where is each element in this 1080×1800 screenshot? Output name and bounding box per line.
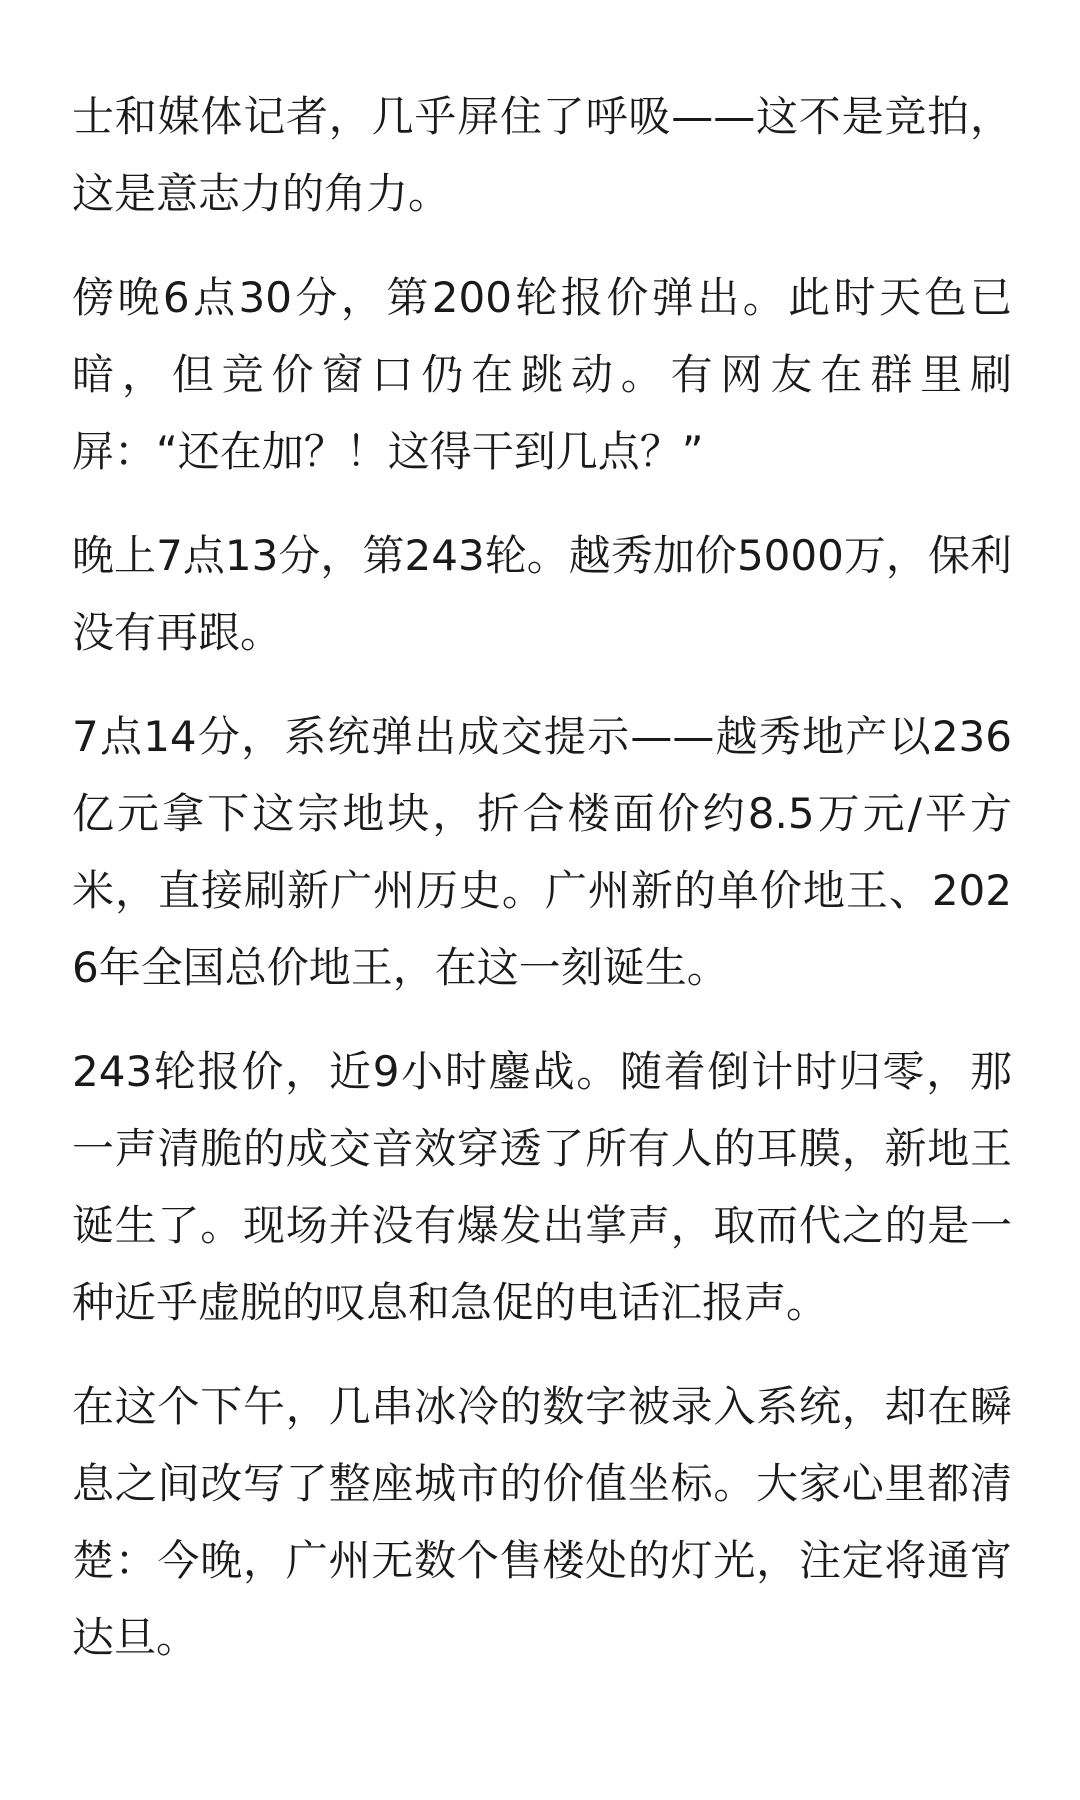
paragraph-4: 7点14分，系统弹出成交提示——越秀地产以236亿元拿下这宗地块，折合楼面价约8.5万元/平方米，直接刷新广州历史。广州新的单价地王、2026年全国总价地王，在这一刻诞生。	[72, 712, 1012, 992]
article-body	[72, 78, 1012, 1676]
paragraph-6: 在这个下午，几串冰冷的数字被录入系统，却在瞬息之间改写了整座城市的价值坐标。大家心里都清楚：今晚，广州无数个售楼处的灯光，注定将通宵达旦。	[72, 1382, 1012, 1662]
paragraph-5: 243轮报价，近9小时鏖战。随着倒计时归零，那一声清脆的成交音效穿透了所有人的耳膜，新地王诞生了。现场并没有爆发出掌声，取而代之的是一种近乎虚脱的叹息和急促的电话汇报声。	[72, 1047, 1012, 1327]
paragraph-3: 晚上7点13分，第243轮。越秀加价5000万，保利没有再跟。	[72, 531, 1012, 657]
paragraph-1: 士和媒体记者，几乎屏住了呼吸——这不是竞拍，这是意志力的角力。	[72, 92, 1012, 218]
paragraph-2: 傍晚6点30分，第200轮报价弹出。此时天色已暗，但竞价窗口仍在跳动。有网友在群里刷屏：“还在加？！这得干到几点？”	[72, 273, 1012, 476]
